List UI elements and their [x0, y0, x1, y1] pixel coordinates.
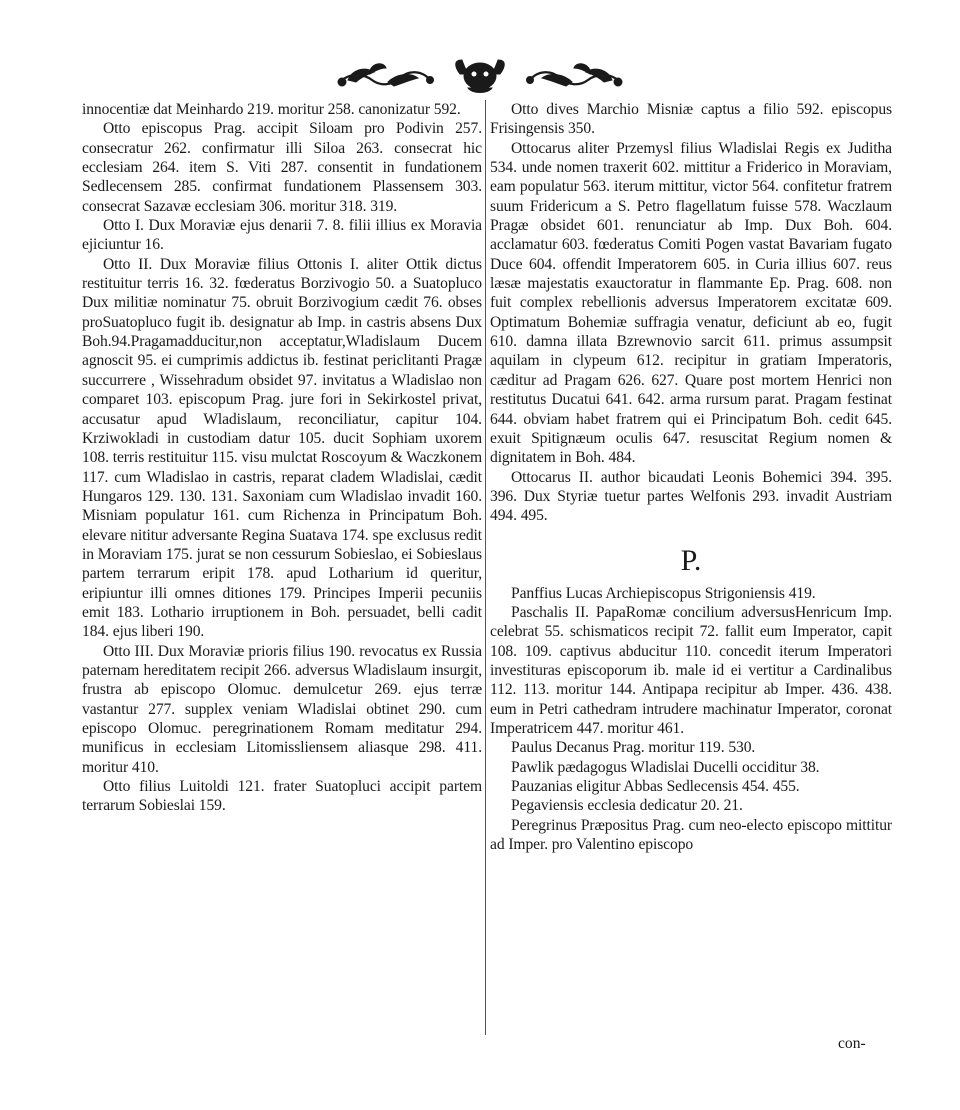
- index-entry-pawlik: Pawlik pædagogus Wladislai Ducelli occiditur 38.: [511, 758, 820, 776]
- index-entry-ottocarus: Ottocarus aliter Przemysl filius Wladislai Regis ex Juditha 534. unde nomen traxerit 602. mittitur a Friderico in Moraviam, eam populatur 563. iterum mittitur, victor 564. confitetur fratrem suum Fridericum a S. Petro flagellatum fuisse 578. Waczlaum Pragæ obsidet 601. renunciatur ab Imp. Dux Boh. 604. acclamatur 603. fœderatus Comiti Pogen vastat Bavariam fugato Duce 604. offendit Imperatorem 605. in Curia illius 607. reus læsæ majestatis exauctoratur in flammante Ep. Prag. 608. non fuit complex rebellionis adversus Imperatorem excitatæ 609. Optimatum Bohemiæ suffragia venatur, deficiunt ab eo, fugit 610. damna illata Bzrewnovio sarcit 611. primus assumpsit aquilam in clypeum 612. recipitur in gratiam Imperatoris, cæditur ad Pragam 626. 627. Quare post mortem Henrici non restitutus Ducatui 641. 642. arma rursum parat. Pragam festinat 644. obviam habet fratrem qui ei Principatum Boh. cedit 645. exuit Spitignæum oculis 647. resuscitat Regium nomen & dignitatem in Boh. 484.: [490, 139, 892, 467]
- index-entry-otto-episcopus: Otto episcopus Prag. accipit Siloam pro Podivin 257. consecratur 262. confirmatur illi Siloa 263. consecrat hic ecclesiam 264. item S. Viti 287. consentit in fundationem Sedlecensem 285. confirmat fundationem Plassensem 303. consecrat Sazavæ ecclesiam 306. moritur 318. 319.: [82, 120, 482, 215]
- index-entry-otto-dives: Otto dives Marchio Misniæ captus a filio 592. episcopus Frisingensis 350.: [490, 101, 892, 138]
- index-entry-peregrinus: Peregrinus Præpositus Prag. cum neo-electo episcopo mittitur ad Imper. pro Valentino episcopo: [490, 816, 892, 854]
- left-column: [82, 100, 482, 816]
- right-column: [490, 100, 892, 854]
- index-entry-otto-i: Otto I. Dux Moraviæ ejus denarii 7. 8. filii illius ex Moravia ejiciuntur 16.: [82, 217, 482, 254]
- column-divider: [485, 100, 486, 1035]
- index-entry-pegaviensis: Pegaviensis ecclesia dedicatur 20. 21.: [511, 797, 743, 815]
- fleuron-headpiece-icon: [330, 52, 630, 98]
- index-entry-otto-luitoldi: Otto filius Luitoldi 121. frater Suatopluci accipit partem terrarum Sobieslai 159.: [82, 778, 482, 815]
- index-entry-innocentiae: innocentiæ dat Meinhardo 219. moritur 258. canonizatur 592.: [82, 101, 461, 118]
- index-entry-paschalis: Paschalis II. PapaRomæ concilium adversusHenricum Imp. celebrat 55. schismaticos recipit 72. fallit eum Imperator, capit 108. 109. captivus abducitur 110. concedit iterum Imperatori investituras episcoporum ib. male id ei vertitur a Cardinalibus 112. 113. moritur 144. Antipapa recipitur ab Imper. 436. 438. eum in Petri cathedram intrudere machinatur Imperator, coronat Imperatricem 447. moritur 461.: [490, 603, 892, 737]
- index-entry-pauzanias: Pauzanias eligitur Abbas Sedlecensis 454. 455.: [511, 778, 800, 795]
- index-entry-otto-iii: Otto III. Dux Moraviæ prioris filius 190. revocatus ex Russia paternam hereditatem recipit 266. adversus Wladislaum insurgit, frustra ab episcopo Olomuc. demulcetur 269. ejus terræ vastantur 277. supplex veniam Wladislai obtinet 290. cum episcopo Olomuc. peregrinationem Romam meditatur 294. munificus in ecclesiam Litomissliensem aliasque 298. 411. moritur 410.: [82, 642, 482, 776]
- index-entry-otto-ii: Otto II. Dux Moraviæ filius Ottonis I. aliter Ottik dictus restituitur terris 16. 32. fœderatus Borzivogio 50. a Suatopluco Dux militiæ nominatur 75. obruit Borzivogium cædit 76. obses proSuatopluco fugit ib. designatur ab Imp. in castris absens Dux Boh.94.Pragamadducitur,non acceptatur,Wladislaum Ducem agnoscit 95. ei cumprimis addictus ib. festinat periclitanti Pragæ succurrere , Wissehradum obsidet 97. invitatus a Wladislao non comparet 103. episcopum Prag. jure fori in Sekirkostel privat, accusatur apud Wladislaum, reconciliatur, capitur 104. Krziwokladi in custodiam datur 105. ducit Sophiam uxorem 108. terris restituitur 115. visu mulctat Roscoyum & Waczkonem 117. cum Wladislao in castris, reparat cladem Wladislai, cædit Hungaros 129. 130. 131. Saxoniam cum Wladislao invadit 160. Misniam populatur 161. cum Richenza in Principatum Boh. elevare nititur adversante Regina Suatava 174. spe exclusus redit in Moraviam 175. jurat se non cessurum Sobieslao, ei Sobieslaus partem terrarum eripit 178. apud Lotharium id queritur, eripiuntur illi omnes ditiones 179. Principes Imperii pecuniis emit 183. Lothario irruptionem in Boh. persuadet, belli cadit 184. ejus liberi 190.: [82, 255, 482, 641]
- index-entry-ottocarus-ii: Ottocarus II. author bicaudati Leonis Bohemici 394. 395. 396. Dux Styriæ tuetur partes Welfonis 293. invadit Austriam 494. 495.: [490, 468, 892, 525]
- index-entry-paulus: Paulus Decanus Prag. moritur 119. 530.: [511, 739, 756, 757]
- index-entry-panffius: Panffius Lucas Archiepiscopus Strigoniensis 419.: [511, 584, 816, 602]
- section-letter-heading: P.: [680, 543, 702, 577]
- catchword: con-: [838, 1035, 866, 1052]
